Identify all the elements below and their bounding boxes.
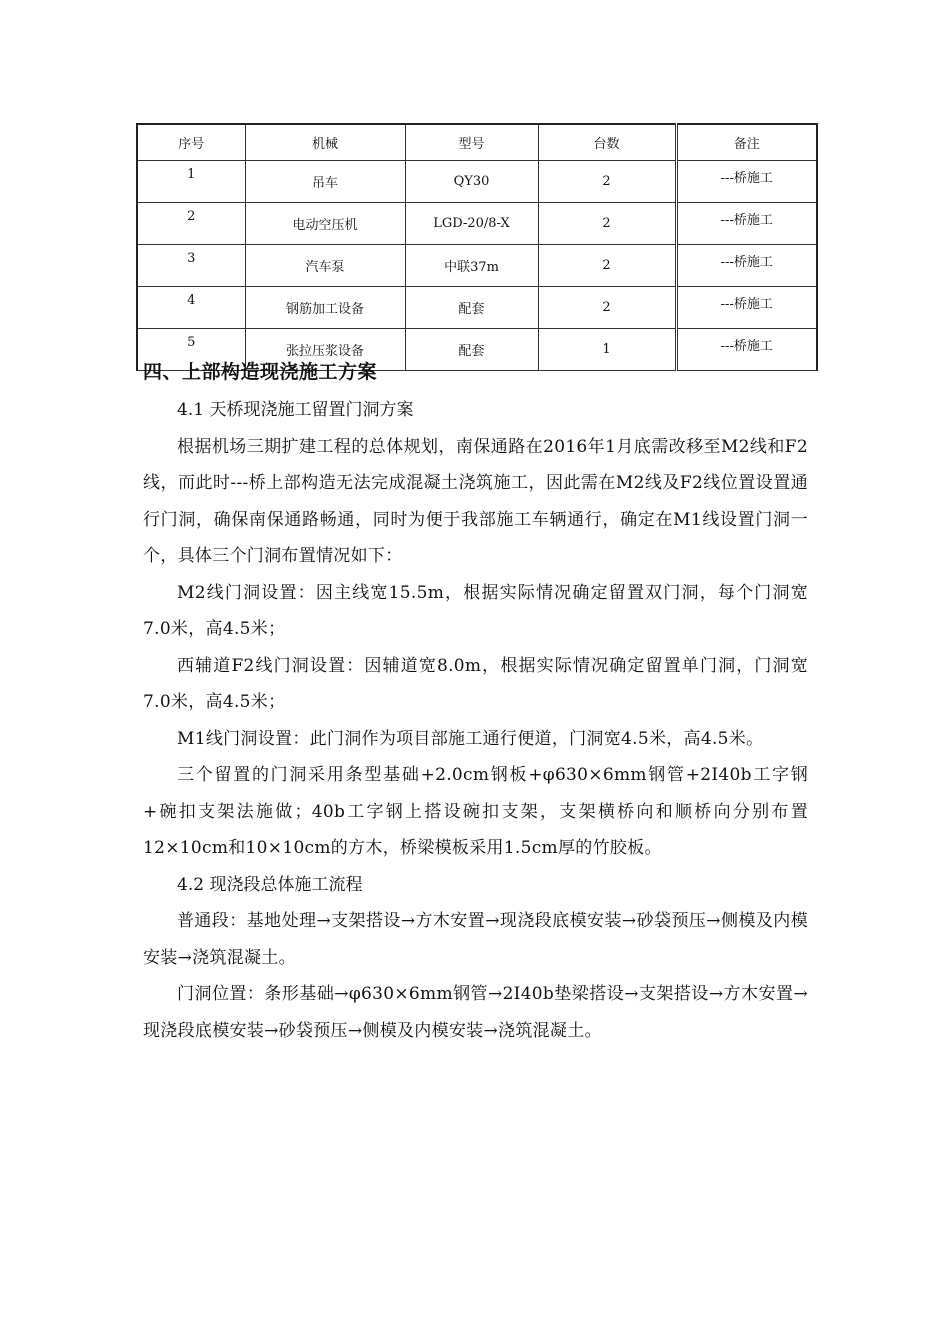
cell-machine: 汽车泵 [245,245,405,287]
cell-count: 2 [538,287,676,329]
header-no: 序号 [137,124,245,161]
cell-machine: 钢筋加工设备 [245,287,405,329]
header-note: 备注 [676,124,817,161]
paragraph-gate-flow: 门洞位置：条形基础→φ630×6mm钢管→2I40b垫梁搭设→支架搭设→方木安置→现浇段底模安装→砂袋预压→侧模及内模安装→浇筑混凝土。 [143,984,808,1041]
document-body [143,350,808,1049]
cell-note: ---桥施工 [676,245,817,287]
equipment-table [136,123,818,371]
table-row [137,161,817,203]
cell-model: QY30 [405,161,538,203]
table-header-row [137,124,817,161]
cell-count: 2 [538,203,676,245]
cell-model: 配套 [405,287,538,329]
subsection-heading-4-1: 4.1 天桥现浇施工留置门洞方案 [177,400,414,420]
table-row [137,245,817,287]
cell-machine: 张拉压浆设备 [245,329,405,371]
paragraph-m2-gate: M2线门洞设置：因主线宽15.5m，根据实际情况确定留置双门洞，每个门洞宽7.0米，高4.5米； [143,582,808,639]
table-row [137,287,817,329]
cell-note: ---桥施工 [676,161,817,203]
cell-machine: 电动空压机 [245,203,405,245]
cell-model: 配套 [405,329,538,371]
cell-note: ---桥施工 [676,287,817,329]
paragraph-gate-structure: 三个留置的门洞采用条型基础+2.0cm钢板+φ630×6mm钢管+2I40b工字钢+碗扣支架法施做；40b工字钢上搭设碗扣支架，支架横桥向和顺桥向分别布置12×10cm和10×10cm的方木，桥梁模板采用1.5cm厚的竹胶板。 [143,765,808,858]
paragraph-normal-flow: 普通段：基地处理→支架搭设→方木安置→现浇段底模安装→砂袋预压→侧模及内模安装→浇筑混凝土。 [143,911,808,968]
cell-model: LGD-20/8-X [405,203,538,245]
header-count: 台数 [538,124,676,161]
section-heading: 四、上部构造现浇施工方案 [143,361,378,383]
cell-no: 1 [137,161,245,203]
paragraph-overview: 根据机场三期扩建工程的总体规划，南保通路在2016年1月底需改移至M2线和F2线，而此时---桥上部构造无法完成混凝土浇筑施工，因此需在M2线及F2线位置设置通行门洞，确保南保通路畅通，同时为便于我部施工车辆通行，确定在M1线设置门洞一个，具体三个门洞布置情况如下： [143,436,808,566]
cell-no: 3 [137,245,245,287]
paragraph-f2-gate: 西辅道F2线门洞设置：因辅道宽8.0m，根据实际情况确定留置单门洞，门洞宽7.0米，高4.5米； [143,655,808,712]
cell-no: 4 [137,287,245,329]
cell-note: ---桥施工 [676,203,817,245]
cell-note: ---桥施工 [676,329,817,371]
cell-model: 中联37m [405,245,538,287]
paragraph-m1-gate: M1线门洞设置：此门洞作为项目部施工通行便道，门洞宽4.5米，高4.5米。 [177,728,764,749]
subsection-heading-4-2: 4.2 现浇段总体施工流程 [177,874,363,895]
cell-machine: 吊车 [245,161,405,203]
cell-count: 1 [538,329,676,371]
cell-count: 2 [538,245,676,287]
table-row [137,203,817,245]
cell-count: 2 [538,161,676,203]
header-machine: 机械 [245,124,405,161]
cell-no: 2 [137,203,245,245]
cell-no: 5 [137,329,245,371]
header-model: 型号 [405,124,538,161]
